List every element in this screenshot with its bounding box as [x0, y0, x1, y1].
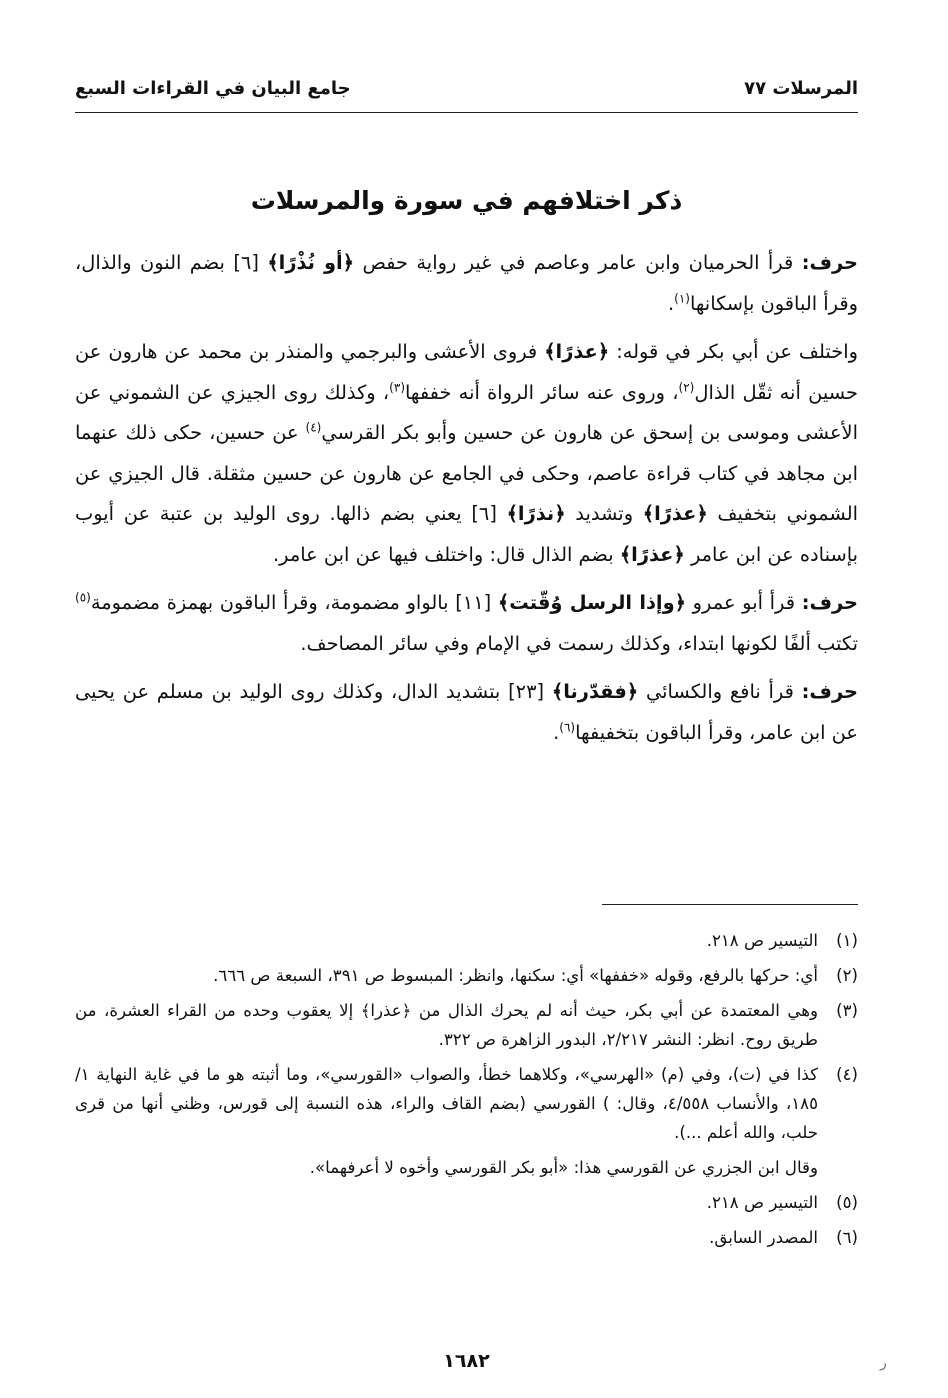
quran-quote: ﴿عذرًا﴾: [544, 340, 610, 363]
footnote-number: (٤): [836, 1065, 858, 1084]
footnote-text: التيسير ص ٢١٨.: [706, 931, 818, 950]
footnote-text: التيسير ص ٢١٨.: [706, 1193, 818, 1212]
quran-quote: ﴿فقدّرنا﴾: [551, 680, 639, 703]
footnote-ref: (٣): [389, 380, 405, 395]
footnote-ref: (٥): [75, 590, 91, 605]
footnote-6: [75, 1223, 858, 1252]
footnote-text: كذا في (ت)، وفي (م) «الهرسي»، وكلاهما خطأ، والصواب «القورسي»، وما أثبته هو ما في غاية النهاية ١/ ١٨٥، والأنساب ٤/٥٥٨، وقال: ) القورسي (بضم القاف والراء، هذه النسبة إلى قورس، وظني أنها من قرى حلب، والله أعلم ...).: [75, 1065, 818, 1142]
harf-label: حرف:: [801, 251, 859, 274]
footnote-ref: (٤): [305, 420, 322, 435]
footnote-number: (٥): [836, 1193, 858, 1212]
footnotes: [75, 926, 858, 1258]
footnote-number: (٦): [836, 1228, 858, 1247]
page-number: ١٦٨٢: [443, 1350, 490, 1372]
header-book-title: جامع البيان في القراءات السبع: [75, 78, 351, 99]
footnote-text: وهي المعتمدة عن أبي بكر، حيث أنه لم يحرك الذال من ﴿عذرا﴾ إلا يعقوب وحده من القراء العشرة، من طريق روح. انظر: النشر ٢/٢١٧، البدور الزاهرة ص ٣٢٢.: [75, 1001, 818, 1049]
section-title: ذكر اختلافهم في سورة والمرسلات: [250, 186, 683, 215]
running-header: [75, 78, 858, 108]
paragraph-3: حرف: قرأ أبو عمرو ﴿وإذا الرسل وُقّتت﴾ [١١] بالواو مضمومة، وقرأ الباقون بهمزة مضمومة$^{(٥)}$ تكتب ألفًا لكونها ابتداء، وكذلك رسمت في الإمام وفي سائر المصاحف.: [75, 590, 859, 655]
footnote-text: وقال ابن الجزري عن القورسي هذا: «أبو بكر القورسي وأخوه لا أعرفهما».: [309, 1158, 818, 1177]
footnote-number: (٢): [836, 966, 858, 985]
corner-mark: ر: [880, 1355, 887, 1371]
quran-quote: ﴿أو نُذْرًا﴾: [267, 251, 355, 274]
footnote-5: [75, 1188, 858, 1217]
footnote-4: [75, 1060, 858, 1147]
paragraph-1: حرف: قرأ الحرميان وابن عامر وعاصم في غير رواية حفص ﴿أو نُذْرًا﴾ [٦] بضم النون والذال، وقرأ الباقون بإسكانها$^{(١)}$.: [75, 251, 859, 315]
paragraph-4: حرف: قرأ نافع والكسائي ﴿فقدّرنا﴾ [٢٣] بتشديد الدال، وكذلك روى الوليد بن مسلم عن يحيى عن ابن عامر، وقرأ الباقون بتخفيفها$^{(٦)}$.: [75, 680, 858, 744]
footnote-text: أي: حركها بالرفع، وقوله «خففها» أي: سكنها، وانظر: المبسوط ص ٣٩١، السبعة ص ٦٦٦.: [213, 966, 818, 985]
footnote-2: [75, 961, 858, 990]
footnote-ref: (١): [674, 291, 690, 306]
header-rule: [75, 112, 858, 113]
footnote-ref: (٢): [678, 380, 695, 395]
footnote-number: [818, 1153, 858, 1182]
footnote-3: [75, 996, 858, 1054]
footnote-number: (٣): [836, 1001, 858, 1020]
quran-quote: ﴿عذرًا﴾: [642, 502, 708, 525]
paragraph-2: واختلف عن أبي بكر في قوله: ﴿عذرًا﴾ فروى الأعشى والبرجمي والمنذر بن محمد عن هارون عن حسين أنه ثقّل الذال$^{(٢)}$، وروى عنه سائر الرواة أنه خففها$^{(٣)}$، وكذلك روى الجيزي عن الشموني عن الأعشى وموسى بن إسحق عن هارون عن حسين وأبو بكر القرسي$^{(٤)}$ عن حسين، حكى ذلك عنهما ابن مجاهد في كتاب قراءة عاصم، وحكى في الجامع عن هارون عن حسين مثقلة. قال الجيزي عن الشموني بتخفيف ﴿عذرًا﴾ وتشديد ﴿نذرًا﴾ [٦] يعني بضم ذالها. روى الوليد بن عتبة عن أيوب بإسناده عن ابن عامر ﴿عذرًا﴾ بضم الذال قال: واختلف فيها عن ابن عامر.: [75, 340, 858, 566]
harf-label: حرف:: [801, 680, 858, 703]
harf-label: حرف:: [801, 591, 859, 614]
main-text: [75, 243, 858, 761]
footnote-ref: (٦): [559, 720, 576, 735]
footnote-1: [75, 926, 858, 955]
quran-quote: ﴿نذرًا﴾: [506, 502, 566, 525]
quran-quote: ﴿وإذا الرسل وُقّتت﴾: [497, 591, 686, 614]
footnote-4-continuation: [75, 1153, 858, 1182]
footnote-number: (١): [836, 931, 858, 950]
footnotes-rule: [602, 904, 858, 905]
quran-quote: ﴿عذرًا﴾: [619, 542, 685, 566]
footnote-text: المصدر السابق.: [709, 1228, 818, 1247]
header-chapter: المرسلات ٧٧: [744, 78, 858, 99]
